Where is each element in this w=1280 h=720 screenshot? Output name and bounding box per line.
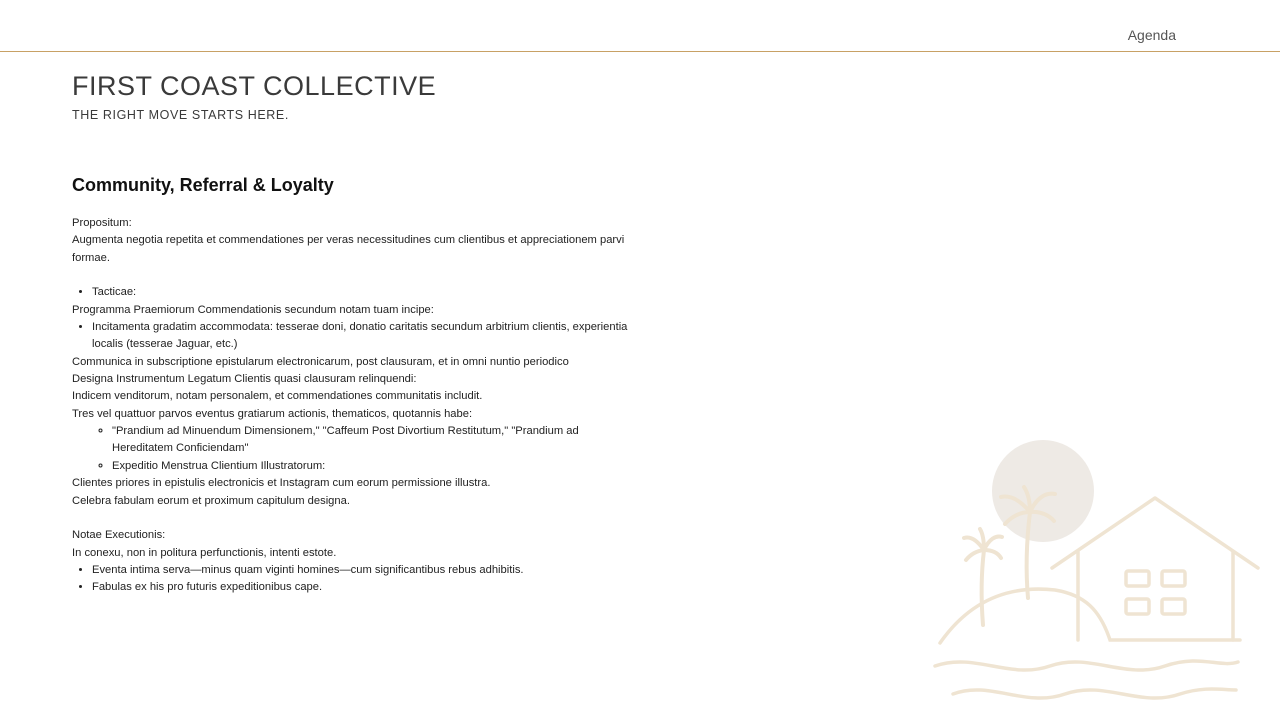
tactics-list xyxy=(72,284,642,301)
referral-program: Programma Praemiorum Commendationis secundum notam tuam incipe: xyxy=(72,303,434,316)
events-intro: Tres vel quattuor parvos eventus gratiarum actionis, thematicos, quotannis habe: xyxy=(72,407,473,420)
purpose-text: Augmenta negotia repetita et commendationes per veras necessitudines cum clientibus et appreciationem parvi formae. xyxy=(72,234,625,264)
featured-text-2: Celebra fabulam eorum et proximum capitulum designa. xyxy=(72,494,350,507)
legacy-tool-text: Designa Instrumentum Legatum Clientis quasi clausuram relinquendi: xyxy=(72,373,417,386)
top-bar xyxy=(0,0,1280,52)
notes-label: Notae Executionis: xyxy=(72,529,166,542)
sun-icon xyxy=(992,440,1094,542)
brand-block xyxy=(72,70,436,122)
spacer xyxy=(72,510,642,527)
events-list xyxy=(72,423,642,475)
section-title: Community, Referral & Loyalty xyxy=(72,175,334,195)
spacer xyxy=(72,267,642,284)
beach-house-illustration xyxy=(925,430,1265,710)
newsletter-text: Communica in subscriptione epistularum electronicarum, post clausuram, et in omni nuntio periodico xyxy=(72,355,569,368)
notes-text: In conexu, non in politura perfunctionis, intenti estote. xyxy=(72,546,337,559)
note-item: • Eventa intima serva—minus quam viginti homines—cum significantibus rebus adhibitis. xyxy=(92,562,642,579)
purpose-label: Propositum: xyxy=(72,217,132,229)
featured-text-1: Clientes priores in epistulis electronicis et Instagram cum eorum permissione illustra. xyxy=(72,477,491,490)
island-waves-icon xyxy=(935,589,1240,698)
note-item: • Fabulas ex his pro futuris expeditionibus cape. xyxy=(92,579,642,596)
brand-tagline: THE RIGHT MOVE STARTS HERE. xyxy=(72,108,289,122)
event-item: ◦ Expeditio Menstrua Clientium Illustratorum: xyxy=(112,458,642,475)
tactics-label: • Tacticae: xyxy=(92,284,642,301)
referral-list xyxy=(72,319,642,354)
referral-bullet: • Incitamenta gradatim accommodata: tesserae doni, donatio caritatis secundum arbitrium clientis, experientia localis (tesserae Jaguar, etc.) xyxy=(92,319,642,354)
brand-title: FIRST COAST COLLECTIVE xyxy=(72,71,437,101)
notes-list xyxy=(72,562,642,597)
section-content xyxy=(72,215,642,597)
legacy-contents-text: Indicem venditorum, notam personalem, et commendationes communitatis includit. xyxy=(72,390,483,403)
event-item: ◦ "Prandium ad Minuendum Dimensionem," "Caffeum Post Divortium Restitutum," "Prandium ad Hereditatem Conficiendam" xyxy=(112,423,642,458)
agenda-link[interactable]: Agenda xyxy=(1127,27,1176,43)
